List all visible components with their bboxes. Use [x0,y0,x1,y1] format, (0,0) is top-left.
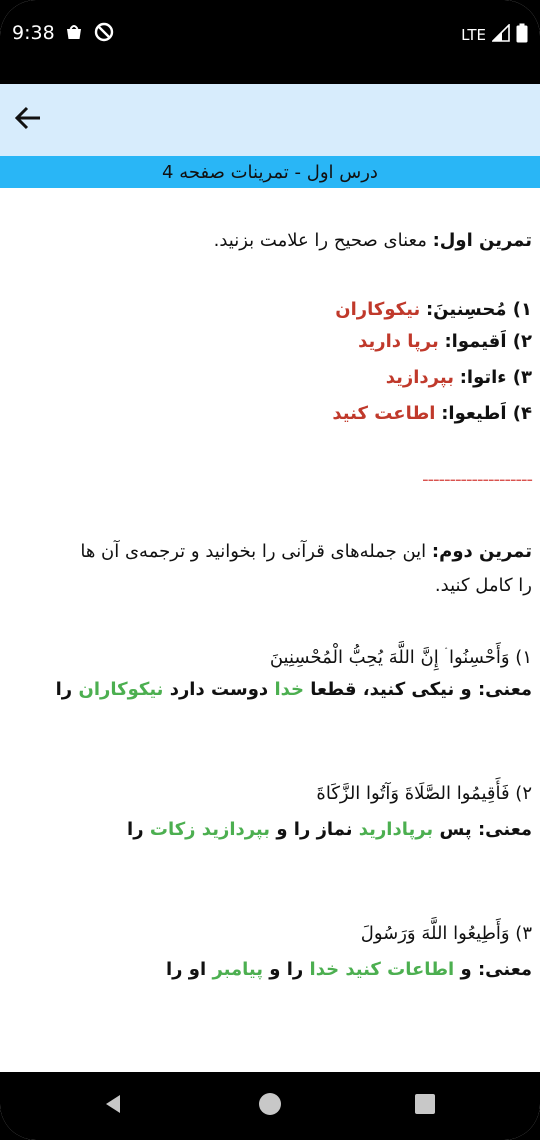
lesson-content [0,188,540,1072]
status-icons-left [64,22,114,46]
app-bar [0,84,540,156]
verse-text: ۲) فَأَقِيمُوا الصَّلَاةَ وَآتُوا الزَّكَاةَ [316,783,532,804]
navigation-bar [0,1072,540,1140]
exercise1-item: ۴) اَطیعوا: اطاعت کنید [332,403,532,424]
answer-text: برپا دارید [358,331,439,352]
exercise1-label: تمرین اول: [432,230,532,251]
home-circle-icon [256,1090,284,1122]
nav-recents-button[interactable] [409,1090,441,1122]
status-time: 9:38 [12,22,55,44]
nav-back-button[interactable] [97,1090,129,1122]
exercise1-item: ۲) اَقیموا: برپا دارید [358,331,532,352]
lesson-title: درس اول - تمرینات صفحه 4 [162,161,378,183]
nav-home-button[interactable] [254,1090,286,1122]
answer-text: اطاعت کنید [332,403,436,424]
meaning-line: معنی: و نیکی کنید، قطعا خدا دوست دارد نیکوکاران را [55,679,532,700]
arrow-back-icon [12,102,44,138]
exercise2-heading-cont: را کامل کنید. [434,575,532,596]
exercise1-item: ۳) ءاتوا: بپردازید [385,367,532,388]
answer-text: نیکوکاران [335,299,421,320]
exercise2-heading [8,536,532,568]
answer-text: بپردازید [385,367,454,388]
status-bar [0,0,540,84]
verse-text: ۱) وَأَحْسِنُوا ۛ إِنَّ اللَّهَ يُحِبُّ الْمُحْسِنِينَ [269,647,532,668]
back-button[interactable] [10,102,46,138]
triangle-back-icon [101,1092,125,1120]
network-type: LTE [461,26,486,44]
exercise1-text: معنای صحیح را علامت بزنید. [213,230,433,251]
no-disturb-icon [94,22,114,46]
exercise2-text: این جمله‌های قرآنی را بخوانید و ترجمه‌ی آن ها [80,541,432,562]
verse-text: ۳) وَأَطِيعُوا اللَّهَ وَرَسُولَ [360,923,532,944]
exercise1-item: ۱) مُحسِنینَ: نیکوکاران [335,299,532,320]
meaning-line: معنی: پس برپادارید نماز را و بپردازید زکات را [127,819,532,840]
meaning-line: معنی: و اطاعات کنید خدا را و پیامبر او را [166,959,532,980]
battery-icon [516,23,528,47]
shopping-bag-icon [64,22,84,46]
separator-line: -------------------- [422,469,532,490]
exercise1-heading [8,225,532,257]
lesson-title-bar [0,156,540,188]
exercise2-label: تمرین دوم: [431,541,532,562]
square-recents-icon [413,1092,437,1120]
signal-icon [492,24,510,46]
status-icons-right [461,23,528,47]
